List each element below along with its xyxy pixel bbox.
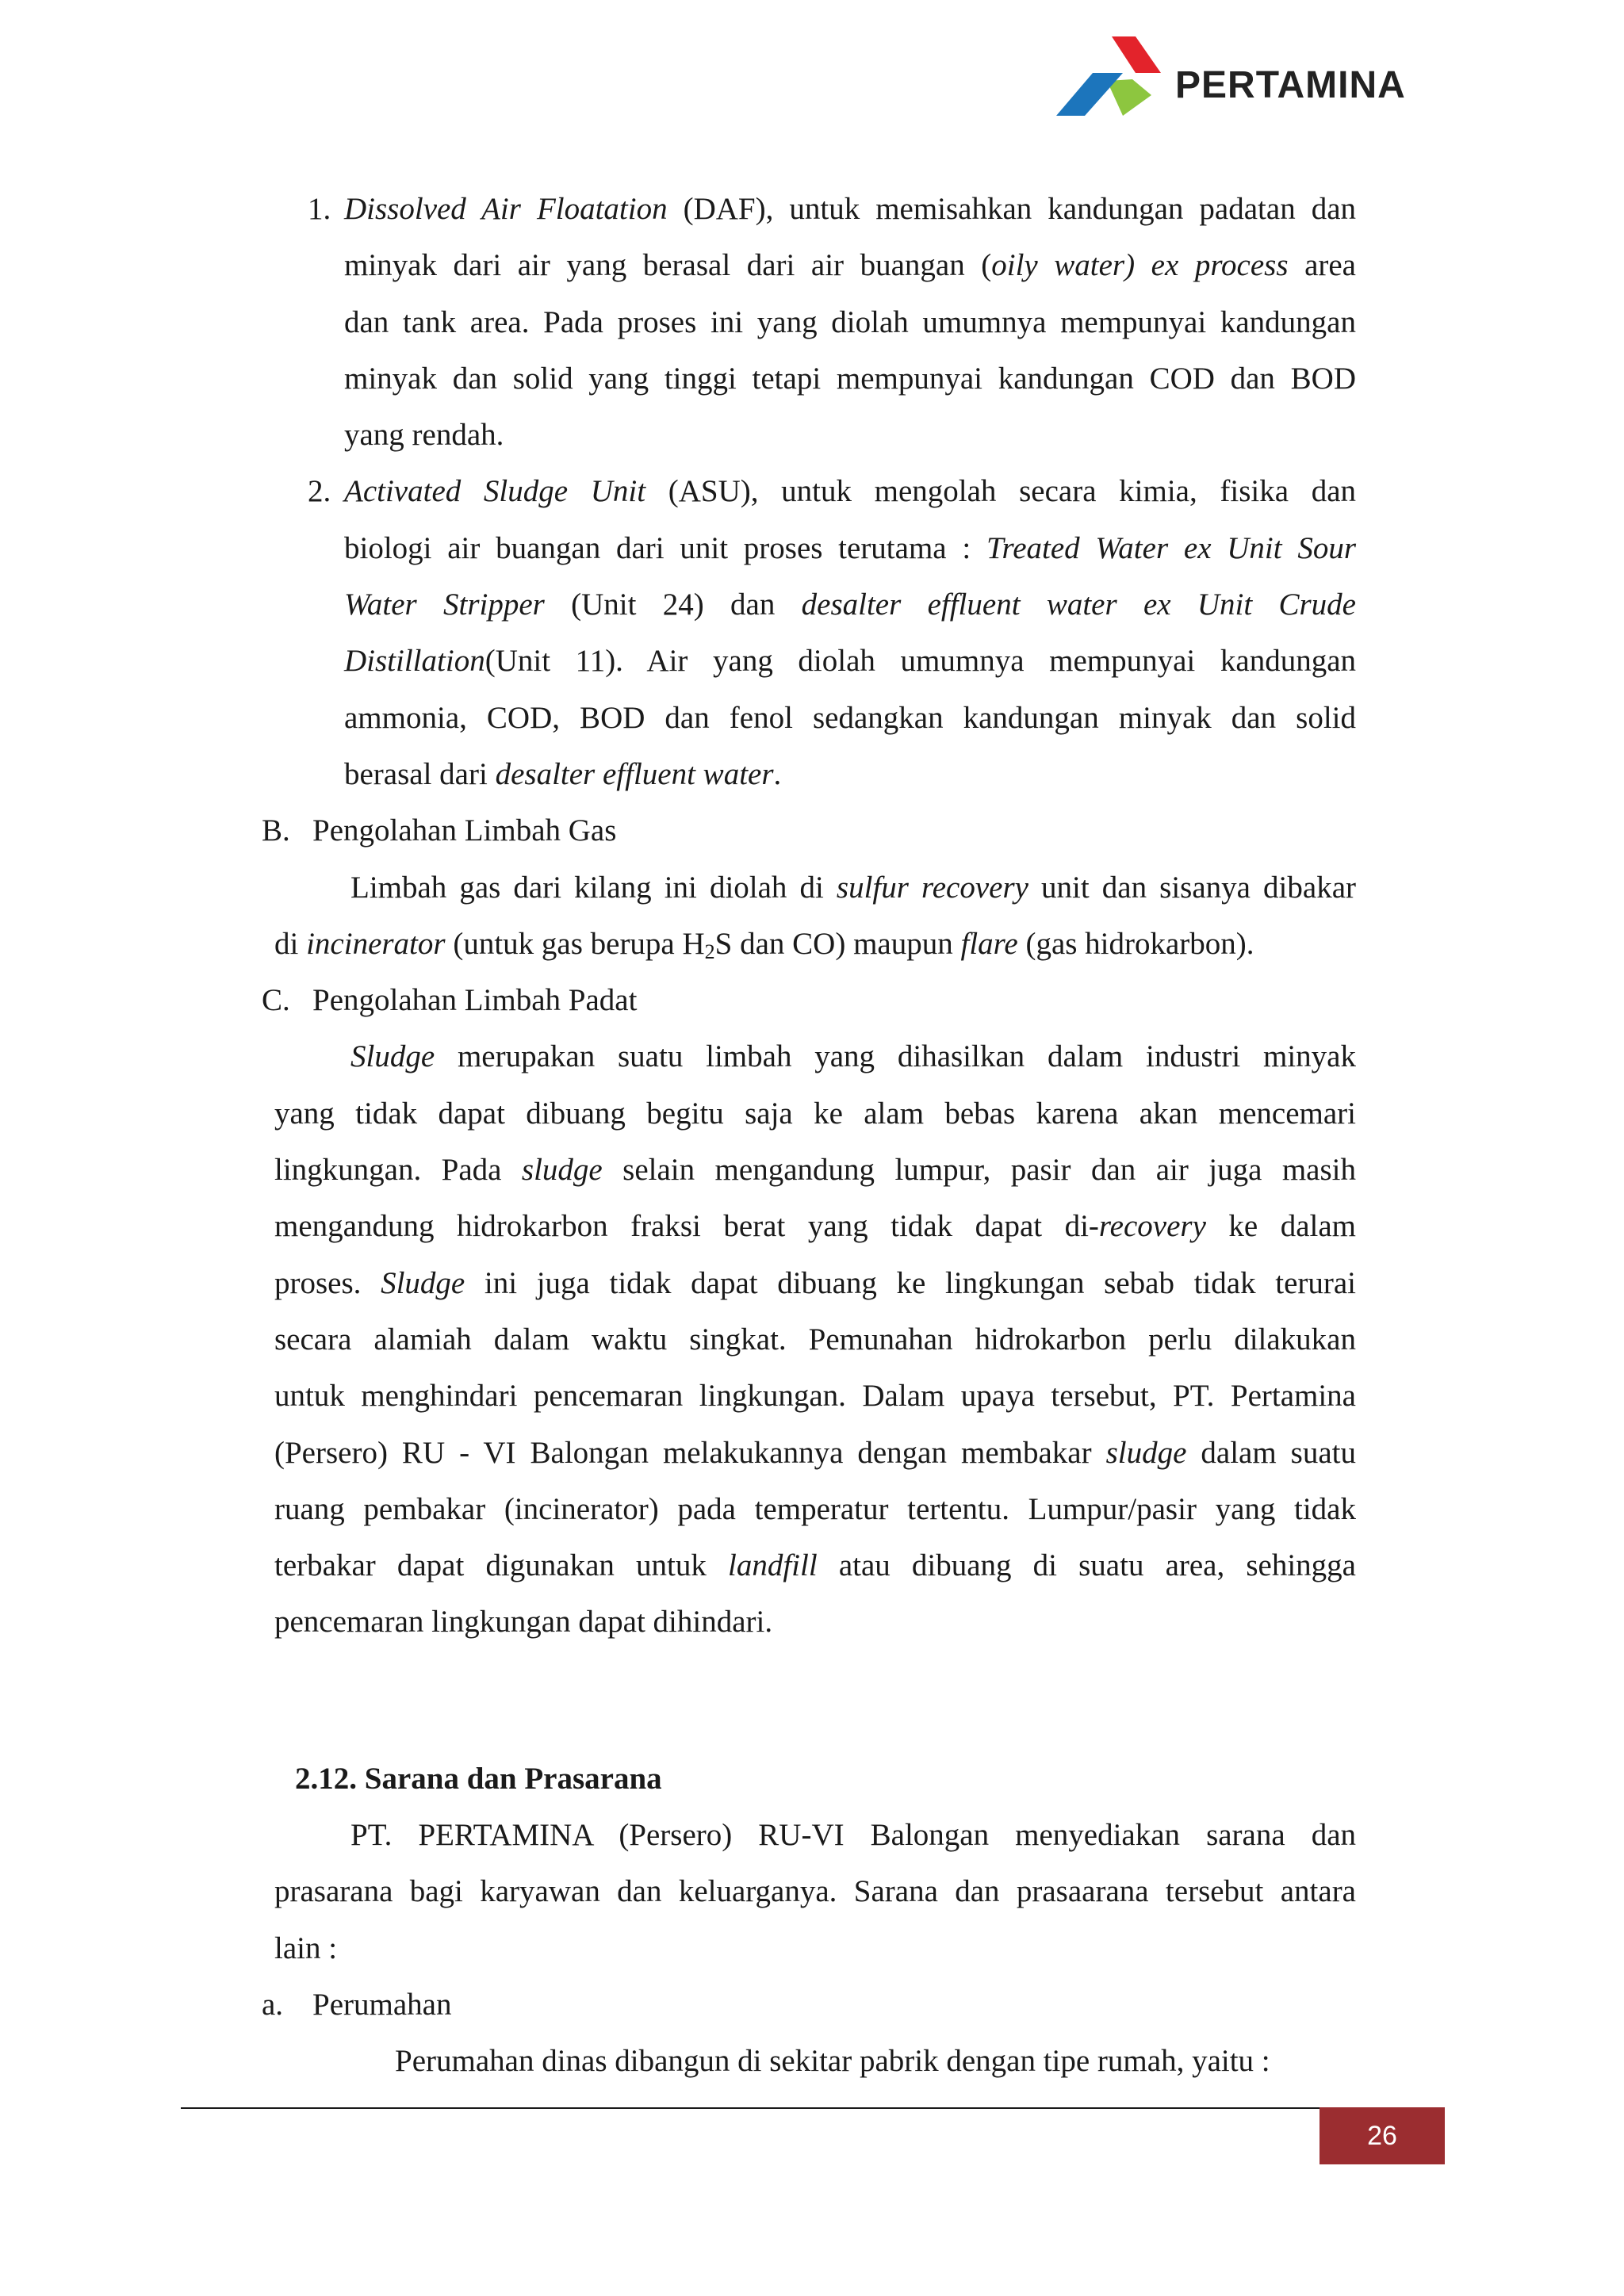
section-letter: a.: [262, 1987, 284, 2022]
section-title-2-12: 2.12. Sarana dan Prasarana: [295, 1761, 662, 1796]
text-line: Perumahan dinas dibangun di sekitar pabrik dengan tipe rumah, yaitu :: [395, 2044, 1270, 2079]
text-line: prasarana bagi karyawan dan keluarganya. Sarana dan prasaarana tersebut antara: [274, 1874, 1356, 1909]
text-line: Sludge merupakan suatu limbah yang dihasilkan dalam industri minyak: [350, 1039, 1356, 1074]
text-line: PT. PERTAMINA (Persero) RU-VI Balongan menyediakan sarana dan: [350, 1818, 1356, 1853]
text-line: terbakar dapat digunakan untuk landfill atau dibuang di suatu area, sehingga: [274, 1548, 1356, 1583]
section-letter: C.: [262, 983, 290, 1018]
text-line: yang tidak dapat dibuang begitu saja ke alam bebas karena akan mencemari: [274, 1096, 1356, 1131]
text-line: minyak dan solid yang tinggi tetapi mempunyai kandungan COD dan BOD: [344, 361, 1356, 396]
text-line: pencemaran lingkungan dapat dihindari.: [274, 1605, 773, 1640]
section-title: Pengolahan Limbah Padat: [312, 983, 638, 1018]
text-line: Water Stripper (Unit 24) dan desalter effluent water ex Unit Crude: [344, 587, 1356, 622]
text-line: minyak dari air yang berasal dari air buangan (oily water) ex process area: [344, 248, 1356, 283]
text-line: secara alamiah dalam waktu singkat. Pemunahan hidrokarbon perlu dilakukan: [274, 1322, 1356, 1357]
section-heading-c: [262, 972, 1356, 1028]
text-line: (Persero) RU - VI Balongan melakukannya dengan membakar sludge dalam suatu: [274, 1435, 1356, 1470]
section-heading-b: [262, 802, 1356, 859]
text-line: di incinerator (untuk gas berupa $H_2S$ dan CO) maupun flare (gas hidrokarbon).: [274, 926, 1254, 963]
text-line: Dissolved Air Floatation (DAF), untuk memisahkan kandungan padatan dan: [344, 192, 1356, 226]
footer-rule: [181, 2107, 1445, 2109]
text-line: yang rendah.: [344, 418, 504, 453]
text-line: proses. Sludge ini juga tidak dapat dibuang ke lingkungan sebab tidak terurai: [274, 1265, 1357, 1300]
logo-text: PERTAMINA: [1175, 64, 1406, 106]
text-line: untuk menghindari pencemaran lingkungan. Dalam upaya tersebut, PT. Pertamina: [274, 1379, 1356, 1414]
text-line: ammonia, COD, BOD dan fenol sedangkan kandungan minyak dan solid: [344, 700, 1356, 735]
list-item: [262, 181, 1356, 237]
text-line: berasal dari desalter effluent water.: [344, 756, 782, 791]
text-line: Activated Sludge Unit (ASU), untuk mengolah secara kimia, fisika dan: [344, 474, 1357, 509]
text-line: mengandung hidrokarbon fraksi berat yang tidak dapat di-recovery ke dalam: [274, 1209, 1356, 1244]
text-line: biologi air buangan dari unit proses terutama : Treated Water ex Unit Sour: [344, 530, 1356, 565]
list-item: [262, 463, 1356, 519]
text-line: Distillation(Unit 11). Air yang diolah umumnya mempunyai kandungan: [344, 644, 1356, 679]
document-body: [262, 181, 1356, 2090]
text-line: lain :: [274, 1931, 338, 1965]
list-number: 1.: [308, 192, 331, 226]
pertamina-logo: [1056, 33, 1406, 121]
text-line: Limbah gas dari kilang ini diolah di sulfur recovery unit dan sisanya dibakar: [350, 870, 1356, 905]
section-letter: B.: [262, 813, 290, 848]
section-heading-a: [262, 1976, 1356, 2033]
page-number-text: 26: [1367, 2120, 1397, 2151]
text-line: lingkungan. Pada sludge selain mengandung lumpur, pasir dan air juga masih: [274, 1153, 1356, 1188]
section-title: Pengolahan Limbah Gas: [312, 813, 617, 848]
text-line: ruang pembakar (incinerator) pada temperatur tertentu. Lumpur/pasir yang tidak: [274, 1491, 1356, 1526]
text-line: dan tank area. Pada proses ini yang diolah umumnya mempunyai kandungan: [344, 304, 1356, 339]
page-number: [1320, 2107, 1445, 2164]
list-number: 2.: [308, 474, 331, 509]
section-title: Perumahan: [312, 1987, 452, 2022]
pertamina-logo-icon: [1056, 33, 1167, 121]
